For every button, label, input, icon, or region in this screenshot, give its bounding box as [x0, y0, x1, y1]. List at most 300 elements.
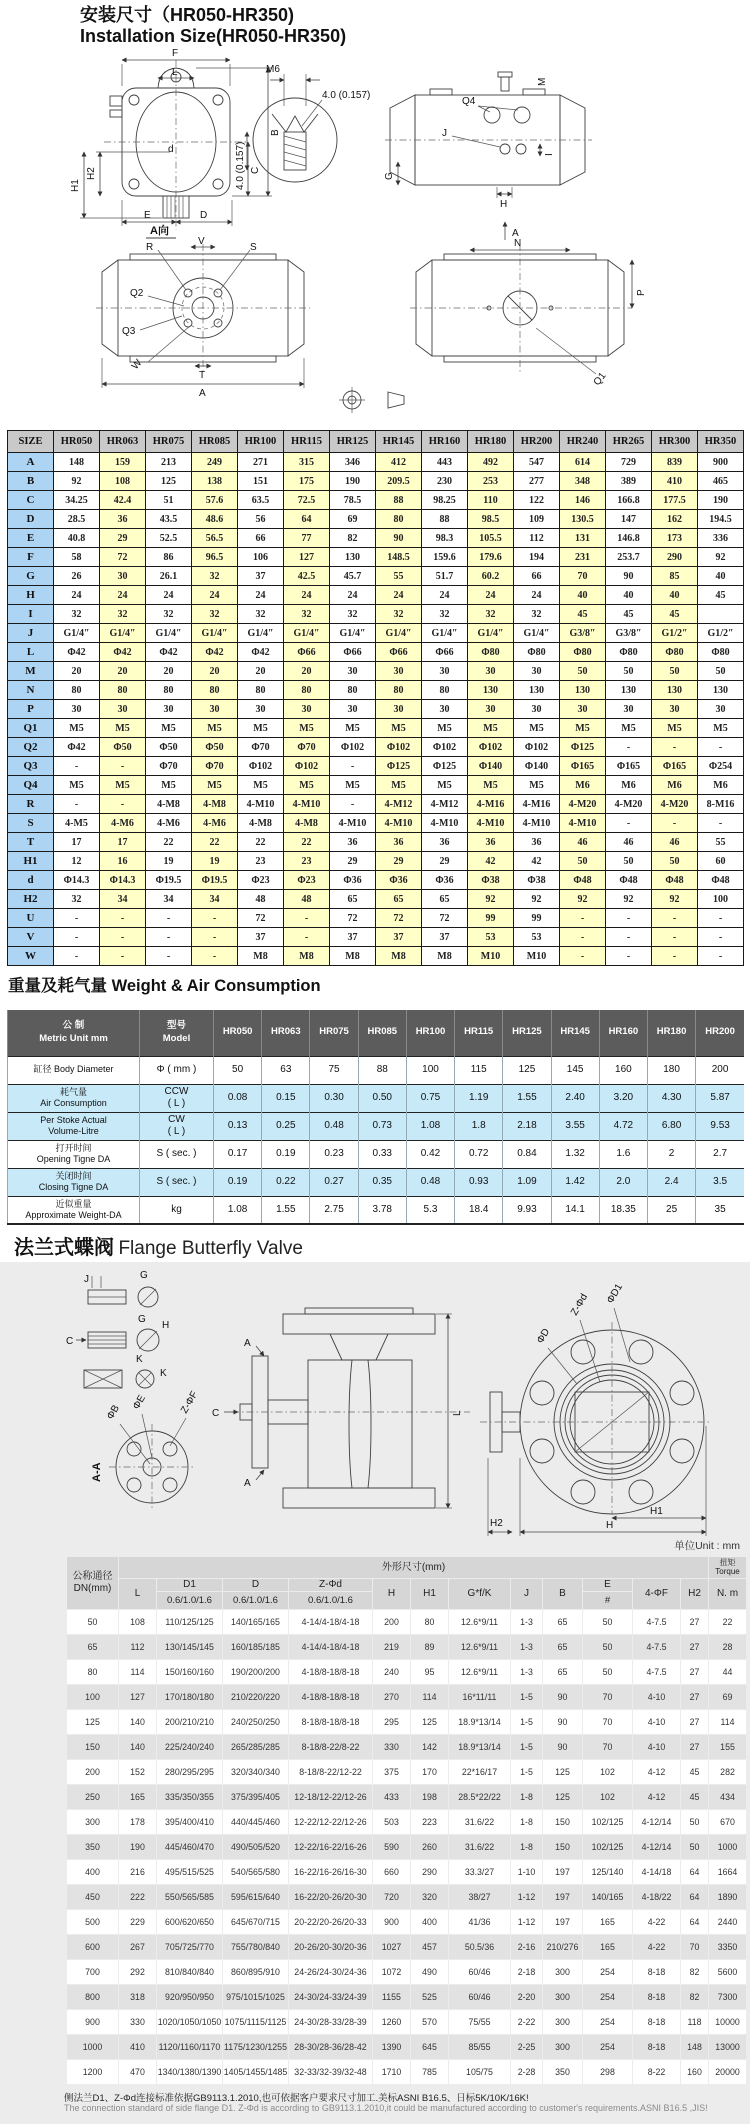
install-cell: 130.5	[560, 510, 606, 529]
valve-cell: 298	[583, 2060, 633, 2085]
weight-row	[8, 1112, 745, 1140]
valve-cell: 320	[411, 1885, 449, 1910]
dim-label-vh-small: H	[162, 1320, 170, 1331]
valve-cell: 100	[67, 1685, 119, 1710]
weight-cell: 2.7	[696, 1140, 744, 1168]
install-row-J	[8, 624, 744, 643]
valve-cell: 8-18	[633, 2010, 681, 2035]
valve-cell: 1155	[373, 1985, 411, 2010]
aa-section-view	[91, 1390, 200, 1510]
weight-cell: 115	[455, 1056, 503, 1084]
valve-cell: 32-33/32-39/32-48	[289, 2060, 373, 2085]
install-cell: 4-M10	[560, 814, 606, 833]
footer-note-en: The connection standard of side flange D1. Z-Φd is according to GB9113.1.2010,it could be manufactured according to customer's requirements.ASNI B16.5 ,JIS!	[64, 2103, 708, 2113]
weight-row-unit: Φ ( mm )	[140, 1056, 214, 1084]
install-cell: 65	[330, 890, 376, 909]
valve-cell: 223	[411, 1810, 449, 1835]
valve-cell: 8-18/8-22/12-22	[289, 1760, 373, 1785]
weight-cell: 75	[310, 1056, 358, 1084]
install-cell: 4-M5	[54, 814, 100, 833]
valve-row-dn-125	[67, 1710, 747, 1735]
install-cell: 36	[100, 510, 146, 529]
valve-cell: 140	[119, 1735, 157, 1760]
valve-cell: 50	[67, 1610, 119, 1635]
valve-cell: 2-20	[511, 1985, 543, 2010]
install-cell: 80	[422, 681, 468, 700]
valve-cell: 267	[119, 1935, 157, 1960]
install-cell: Φ50	[192, 738, 238, 757]
valve-cell: 45	[681, 1785, 709, 1810]
valve-cell: 27	[681, 1735, 709, 1760]
weight-cell: 5.3	[406, 1196, 454, 1224]
install-cell: M5	[514, 719, 560, 738]
dim-label-vH1: H1	[650, 1506, 663, 1517]
weight-row-label: 缸径 Body Diameter	[8, 1056, 140, 1084]
install-row-label: U	[8, 909, 54, 928]
install-cell: Φ14.3	[54, 871, 100, 890]
install-cell: 108	[100, 472, 146, 491]
install-cell: 85	[652, 567, 698, 586]
weight-cell: 0.48	[310, 1112, 358, 1140]
install-cell: -	[54, 909, 100, 928]
install-cell: 99	[468, 909, 514, 928]
install-cell: 78.5	[330, 491, 376, 510]
valve-cell: 140	[119, 1710, 157, 1735]
install-cell: 92	[652, 890, 698, 909]
install-row-N	[8, 681, 744, 700]
valve-cell: 200	[373, 1610, 411, 1635]
valve-cell: 165	[583, 1935, 633, 1960]
install-cell: 4-M8	[146, 795, 192, 814]
install-row-P	[8, 700, 744, 719]
valve-cell: 12.6*9/11	[449, 1635, 511, 1660]
install-cell: M8	[376, 947, 422, 966]
weight-header-HR085: HR085	[358, 1010, 406, 1056]
install-cell: 40	[560, 586, 606, 605]
valve-col-D: D	[223, 1579, 289, 1592]
dim-label-D: D	[200, 210, 208, 221]
install-cell: 4-M10	[330, 814, 376, 833]
install-cell: 24	[514, 586, 560, 605]
valve-cell: 445/460/470	[157, 1835, 223, 1860]
side-view	[384, 72, 592, 240]
valve-sub-Zphid: 0.6/1.0/1.6	[289, 1592, 373, 1610]
install-cell: 148	[54, 453, 100, 472]
valve-cell: 85/55	[449, 2035, 511, 2060]
install-cell: 30	[652, 700, 698, 719]
valve-cell: 500	[67, 1910, 119, 1935]
install-cell: Φ48	[652, 871, 698, 890]
valve-cell: 90	[543, 1735, 583, 1760]
install-cell: Φ165	[560, 757, 606, 776]
install-cell: 80	[284, 681, 330, 700]
weight-header-HR100: HR100	[406, 1010, 454, 1056]
install-cell: G1/4″	[514, 624, 560, 643]
install-cell: 36	[468, 833, 514, 852]
dim-label-Zphid: Z-Φd	[569, 1292, 591, 1318]
valve-cell: 300	[543, 1960, 583, 1985]
valve-cell: 170/180/180	[157, 1685, 223, 1710]
install-cell: 4-M8	[192, 795, 238, 814]
valve-cell: 4-7.5	[633, 1610, 681, 1635]
dim-label-L: L	[172, 67, 178, 78]
install-row-label: F	[8, 548, 54, 567]
valve-cell: 975/1015/1025	[223, 1985, 289, 2010]
valve-cell: 1390	[373, 2035, 411, 2060]
weight-header-HR145: HR145	[551, 1010, 599, 1056]
valve-cell: 1-12	[511, 1885, 543, 1910]
install-cell: 900	[698, 453, 744, 472]
valve-cell: 1020/1050/1050	[157, 2010, 223, 2035]
install-cell: 32	[192, 605, 238, 624]
weight-cell: 125	[503, 1056, 551, 1084]
install-cell: 290	[652, 548, 698, 567]
page-title-en: Installation Size(HR050-HR350)	[80, 26, 347, 47]
install-col-header: HR115	[284, 431, 330, 453]
install-row-label: N	[8, 681, 54, 700]
valve-cell: 335/350/355	[157, 1785, 223, 1810]
install-col-header: HR200	[514, 431, 560, 453]
install-row-label: J	[8, 624, 54, 643]
install-cell: 55	[376, 567, 422, 586]
valve-drawing	[0, 1262, 750, 1540]
install-cell: Φ254	[698, 757, 744, 776]
install-cell: 122	[514, 491, 560, 510]
valve-header-torque	[709, 1557, 747, 1579]
install-row-S	[8, 814, 744, 833]
valve-cell: 216	[119, 1860, 157, 1885]
install-cell: 63.5	[238, 491, 284, 510]
install-cell: 17	[100, 833, 146, 852]
valve-cell: 800	[67, 1985, 119, 2010]
install-cell: Φ66	[422, 643, 468, 662]
install-cell: 12	[54, 852, 100, 871]
install-row-R	[8, 795, 744, 814]
install-cell: 336	[698, 529, 744, 548]
flange-view	[480, 1282, 712, 1536]
valve-cell: 4-12	[633, 1785, 681, 1810]
install-cell: 32	[54, 605, 100, 624]
install-row-Q1	[8, 719, 744, 738]
install-cell: 20	[146, 662, 192, 681]
install-cell: 30	[422, 662, 468, 681]
install-cell: 17	[54, 833, 100, 852]
weight-cell: 1.55	[262, 1196, 310, 1224]
install-row-label: P	[8, 700, 54, 719]
weight-cell: 1.32	[551, 1140, 599, 1168]
weight-row-label: 近似重量 Approximate Weight-DA	[8, 1196, 140, 1224]
install-col-header: HR160	[422, 431, 468, 453]
install-cell: 92	[698, 548, 744, 567]
install-cell: M5	[652, 719, 698, 738]
valve-row-dn-800	[67, 1985, 747, 2010]
install-cell: 80	[54, 681, 100, 700]
install-cell: 110	[468, 491, 514, 510]
valve-cell: 4-22	[633, 1910, 681, 1935]
valve-row-dn-100	[67, 1685, 747, 1710]
valve-cell: 64	[681, 1860, 709, 1885]
install-cell: M5	[54, 776, 100, 795]
install-cell: Φ42	[238, 643, 284, 662]
install-row-label: A	[8, 453, 54, 472]
valve-heading-en: Flange Butterfly Valve	[118, 1238, 303, 1259]
valve-cell: 95	[411, 1660, 449, 1685]
weight-row-unit: kg	[140, 1196, 214, 1224]
valve-cell: 102/125	[583, 1835, 633, 1860]
valve-cell: 4-12	[633, 1760, 681, 1785]
valve-cell: 200/210/210	[157, 1710, 223, 1735]
install-cell: 23	[284, 852, 330, 871]
install-cell: 24	[100, 586, 146, 605]
install-cell: 147	[606, 510, 652, 529]
valve-cell: 50	[681, 1810, 709, 1835]
valve-cell: 140/165	[583, 1885, 633, 1910]
dim-label-G: G	[384, 172, 395, 180]
valve-cell: 1405/1455/1485	[223, 2060, 289, 2085]
install-cell: 4-M10	[376, 814, 422, 833]
valve-cell: 4-10	[633, 1735, 681, 1760]
install-cell: 30	[422, 700, 468, 719]
weight-row-unit: S ( sec. )	[140, 1140, 214, 1168]
install-cell: M5	[146, 719, 192, 738]
install-cell: 55	[698, 833, 744, 852]
valve-cell: 4-14/18	[633, 1860, 681, 1885]
install-cell: 130	[698, 681, 744, 700]
valve-cell: 65	[543, 1635, 583, 1660]
valve-cell: 165	[119, 1785, 157, 1810]
install-cell: 105.5	[468, 529, 514, 548]
install-cell: 173	[652, 529, 698, 548]
install-cell: 348	[560, 472, 606, 491]
weight-air-table	[7, 1010, 744, 1225]
valve-row-dn-65	[67, 1635, 747, 1660]
install-cell: M5	[54, 719, 100, 738]
install-cell: Φ48	[560, 871, 606, 890]
page-title-cn: 安装尺寸（HR050-HR350)	[80, 5, 295, 25]
install-row-label: H2	[8, 890, 54, 909]
install-row-G	[8, 567, 744, 586]
valve-cell: 300	[543, 2035, 583, 2060]
install-cell: M8	[422, 947, 468, 966]
valve-cell: 254	[583, 2035, 633, 2060]
install-cell: 26.1	[146, 567, 192, 586]
install-cell: G1/4″	[238, 624, 284, 643]
install-cell: 32	[514, 605, 560, 624]
dim-label-M: M	[537, 77, 548, 86]
install-cell: 34	[192, 890, 238, 909]
valve-cell: 3350	[709, 1935, 747, 1960]
install-cell: M5	[146, 776, 192, 795]
install-cell: Φ102	[422, 738, 468, 757]
install-cell: Φ165	[606, 757, 652, 776]
install-row-H1	[8, 852, 744, 871]
valve-cell: 50	[681, 1835, 709, 1860]
install-cell: 177.5	[652, 491, 698, 510]
install-cell: 28.5	[54, 510, 100, 529]
install-cell: G1/4″	[100, 624, 146, 643]
install-cell: -	[560, 947, 606, 966]
valve-cell: 197	[543, 1910, 583, 1935]
valve-cell: 24-30/24-33/24-39	[289, 1985, 373, 2010]
valve-cell: 125/140	[583, 1860, 633, 1885]
install-row-label: C	[8, 491, 54, 510]
install-cell: 92	[560, 890, 606, 909]
install-cell: 30	[238, 700, 284, 719]
install-cell: 23	[238, 852, 284, 871]
dim-label-Q3: Q3	[122, 326, 136, 337]
valve-col-H1: H1	[411, 1579, 449, 1610]
weight-cell: 0.33	[358, 1140, 406, 1168]
install-cell: 50	[652, 662, 698, 681]
valve-cell: 320/340/340	[223, 1760, 289, 1785]
install-cell: 90	[376, 529, 422, 548]
valve-cell: 160	[681, 2060, 709, 2085]
valve-cell: 70	[583, 1685, 633, 1710]
valve-row-dn-300	[67, 1810, 747, 1835]
valve-cell: 130/145/145	[157, 1635, 223, 1660]
valve-cell: 503	[373, 1810, 411, 1835]
install-cell: 92	[468, 890, 514, 909]
install-cell: 36	[514, 833, 560, 852]
install-cell: 20	[238, 662, 284, 681]
install-row-M	[8, 662, 744, 681]
install-cell: 4-M10	[422, 814, 468, 833]
install-cell: 16	[100, 852, 146, 871]
front-view	[70, 48, 281, 230]
dim-label-vc-mid: C	[212, 1408, 220, 1419]
install-cell: Φ102	[238, 757, 284, 776]
install-cell: 8-M16	[698, 795, 744, 814]
valve-cell: 50	[583, 1660, 633, 1685]
valve-cell: 50	[583, 1635, 633, 1660]
valve-cell: 350	[543, 2060, 583, 2085]
valve-cell: 45	[681, 1760, 709, 1785]
valve-cell: 50	[583, 1610, 633, 1635]
install-cell: 29	[376, 852, 422, 871]
install-cell: 98.3	[422, 529, 468, 548]
valve-heading-cn: 法兰式蝶阀	[14, 1237, 114, 1259]
valve-cell: 330	[373, 1735, 411, 1760]
valve-cell: 1200	[67, 2060, 119, 2085]
valve-row-dn-1200	[67, 2060, 747, 2085]
weight-row-label: 打开时间 Opening Tigne DA	[8, 1140, 140, 1168]
install-cell: 99	[514, 909, 560, 928]
install-cell: 253.7	[606, 548, 652, 567]
dim-label-V: V	[198, 236, 205, 247]
valve-cell: 22*16/17	[449, 1760, 511, 1785]
install-cell: 30	[376, 700, 422, 719]
valve-row-dn-400	[67, 1860, 747, 1885]
valve-cell: 8-18/8-22/8-22	[289, 1735, 373, 1760]
install-cell: Φ50	[100, 738, 146, 757]
install-cell: Φ66	[330, 643, 376, 662]
valve-cell: 16*11/11	[449, 1685, 511, 1710]
install-cell: 30	[330, 700, 376, 719]
install-cell: 130	[468, 681, 514, 700]
install-cell: 77	[284, 529, 330, 548]
install-cell: 26	[54, 567, 100, 586]
install-cell: M5	[468, 719, 514, 738]
install-cell: G1/4″	[330, 624, 376, 643]
install-cell: 162	[652, 510, 698, 529]
valve-cell: 292	[119, 1960, 157, 1985]
valve-cell: 8-18	[633, 1960, 681, 1985]
install-cell: Φ50	[146, 738, 192, 757]
valve-cell: 1-5	[511, 1685, 543, 1710]
dim-label-d: d	[168, 144, 174, 155]
valve-row-dn-50	[67, 1610, 747, 1635]
install-cell: 30	[100, 700, 146, 719]
install-cell: 60.2	[468, 567, 514, 586]
weight-cell: 0.13	[214, 1112, 262, 1140]
weight-cell: 0.19	[214, 1168, 262, 1196]
valve-cell: 1-8	[511, 1835, 543, 1860]
valve-cell: 1-10	[511, 1860, 543, 1885]
dim-label-I: I	[544, 153, 555, 156]
install-cell: Φ140	[468, 757, 514, 776]
valve-cell: 490	[411, 1960, 449, 1985]
weight-cell: 160	[599, 1056, 647, 1084]
install-cell: -	[698, 738, 744, 757]
weight-cell: 200	[696, 1056, 744, 1084]
install-cell: 159.6	[422, 548, 468, 567]
valve-row-dn-700	[67, 1960, 747, 1985]
valve-cell: 125	[411, 1710, 449, 1735]
valve-sub-E: #	[583, 1592, 633, 1610]
install-cell: 66	[514, 567, 560, 586]
install-cell: 22	[284, 833, 330, 852]
valve-cell: 2-22	[511, 2010, 543, 2035]
install-cell: 34.25	[54, 491, 100, 510]
install-cell: M5	[284, 776, 330, 795]
install-cell: -	[100, 795, 146, 814]
weight-cell: 1.19	[455, 1084, 503, 1112]
valve-cell: 254	[583, 1985, 633, 2010]
install-row-label: Q2	[8, 738, 54, 757]
valve-cell: 150	[543, 1810, 583, 1835]
valve-cell: 24-30/28-33/28-39	[289, 2010, 373, 2035]
weight-header-HR063: HR063	[262, 1010, 310, 1056]
weight-cell: 9.53	[696, 1112, 744, 1140]
valve-cell: 178	[119, 1810, 157, 1835]
actuator-drawing	[0, 44, 750, 430]
dim-label-vj: J	[84, 1274, 89, 1285]
install-cell: Φ38	[514, 871, 560, 890]
install-row-Q2	[8, 738, 744, 757]
valve-row-dn-1000	[67, 2035, 747, 2060]
install-row-U	[8, 909, 744, 928]
weight-cell: 0.19	[262, 1140, 310, 1168]
install-cell: 109	[514, 510, 560, 529]
dim-label-ZphiF: Z-ΦF	[179, 1389, 201, 1416]
dim-label-H2: H2	[86, 167, 97, 180]
valve-cell: 28.5*22/22	[449, 1785, 511, 1810]
valve-cell: 50.5/36	[449, 1935, 511, 1960]
dim-label-Q1: Q1	[591, 370, 609, 388]
valve-cell: 12-18/12-22/12-26	[289, 1785, 373, 1810]
valve-cell: 16-22/16-26/16-30	[289, 1860, 373, 1885]
dim-label-W: W	[129, 357, 145, 372]
install-cell: 492	[468, 453, 514, 472]
valve-row-dn-250	[67, 1785, 747, 1810]
install-cell: Φ70	[238, 738, 284, 757]
install-cell: Φ42	[192, 643, 238, 662]
valve-cell: 240	[373, 1660, 411, 1685]
install-cell: M5	[376, 719, 422, 738]
dim-label-phiE: ΦE	[131, 1393, 148, 1412]
dim-label-va-bot: A	[244, 1478, 251, 1489]
install-cell: M5	[330, 776, 376, 795]
